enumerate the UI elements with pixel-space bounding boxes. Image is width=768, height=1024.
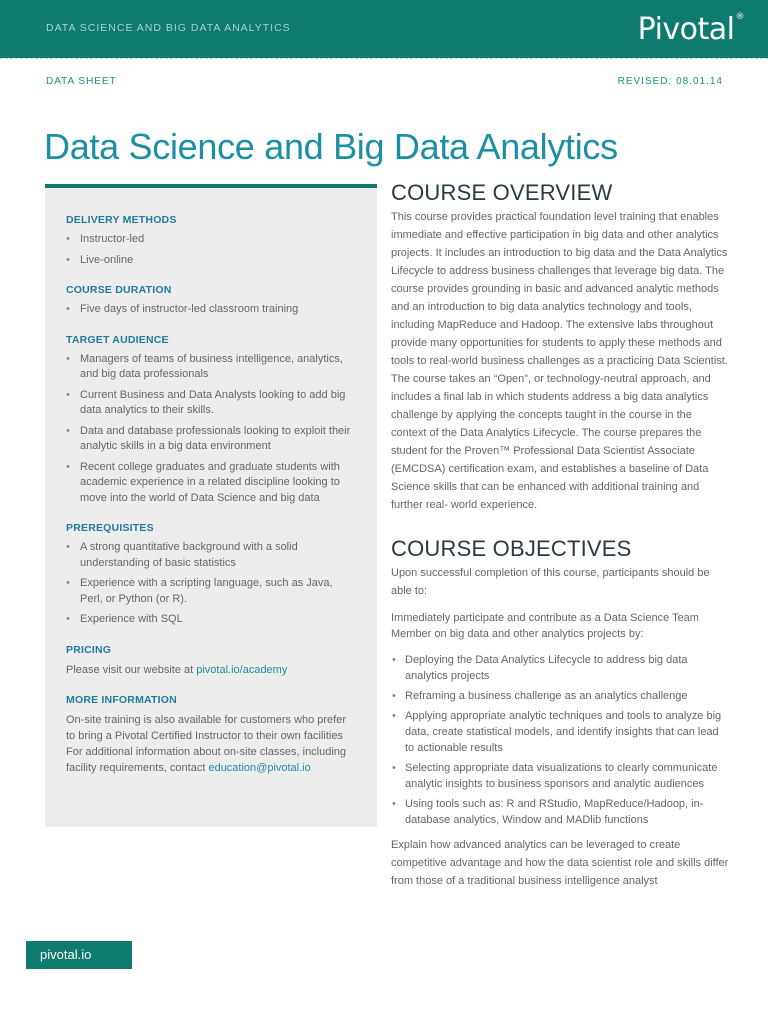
header-bar <box>0 0 768 58</box>
pricing-heading: PRICING <box>66 643 112 656</box>
list-item: • Five days of instructor-led classroom training <box>66 302 357 318</box>
audience-heading: TARGET AUDIENCE <box>66 333 169 346</box>
list-item: • Experience with a scripting language, such as Java, Perl, or Python (or R). <box>66 576 357 607</box>
overview-heading: COURSE OVERVIEW <box>391 180 613 205</box>
audience-list <box>66 352 357 507</box>
more-info-text: On-site training is also available for customers who prefer to bring a Pivotal Certified Instructor to their own facilities For additional information about on-site classes, including facility requirements, contact education@pivotal.io <box>66 713 347 774</box>
list-item: • Instructor-led <box>66 232 357 248</box>
sidebar <box>45 184 377 827</box>
objectives-list <box>391 652 729 828</box>
delivery-list <box>66 232 357 268</box>
list-item: • Reframing a business challenge as an analytics challenge <box>391 688 729 704</box>
list-item: • Recent college graduates and graduate students with academic experience in a related discipline looking to move into the world of Data Science and big data <box>66 460 357 507</box>
list-item: • A strong quantitative background with a solid understanding of basic statistics <box>66 540 357 571</box>
main-content <box>391 180 729 900</box>
duration-heading: COURSE DURATION <box>66 284 172 296</box>
list-item: • Deploying the Data Analytics Lifecycle to address big data analytics projects <box>391 652 729 684</box>
objectives-heading: COURSE OBJECTIVES <box>391 536 632 561</box>
objectives-lead: Immediately participate and contribute as a Data Science Team Member on big data and other analytics projects by: <box>391 612 699 640</box>
objectives-intro: Upon successful completion of this course, participants should be able to: <box>391 567 710 597</box>
doc-category: DATA SCIENCE AND BIG DATA ANALYTICS <box>46 22 291 34</box>
prereq-heading: PREREQUISITES <box>66 522 154 534</box>
list-item: • Live-online <box>66 253 357 269</box>
list-item: • Managers of teams of business intelligence, analytics, and big data professionals <box>66 352 357 383</box>
footer-site-badge[interactable] <box>26 941 132 969</box>
duration-list <box>66 302 357 318</box>
footer-site-link[interactable]: pivotal.io <box>40 947 92 962</box>
list-item: • Experience with SQL <box>66 612 357 628</box>
overview-text: This course provides practical foundation level training that enables immediate and effective participation in big data and other analytics projects. It includes an introduction to big data and the Data Analytics Lifecycle to address business challenges that leverage big data. The course provides grounding in basic and advanced analytic methods and an introduction to big data analytics technology and tools, including MapReduce and Hadoop. The extensive labs throughout provide many opportunities for students to apply these methods and tools to real-world business challenges as a practicing Data Scientist. The course takes an “Open”, or technology-neutral approach, and includes a final lab in which students address a big data analytics challenge by applying the concepts taught in the course in the context of the Data Analytics Lifecycle. The course prepares the student for the Proven™ Professional Data Scientist Associate (EMCDSA) certification exam, and establishes a baseline of Data Science skills that can be enhanced with additional training and further real- world experience. <box>391 211 728 511</box>
page-title: Data Science and Big Data Analytics <box>44 126 618 167</box>
header-divider <box>0 58 768 59</box>
revised-date: REVISED: 08.01.14 <box>617 76 723 87</box>
academy-link[interactable]: pivotal.io/academy <box>196 663 288 676</box>
prereq-list <box>66 540 357 628</box>
list-item: • Current Business and Data Analysts looking to add big data analytics to their skills. <box>66 388 357 419</box>
list-item: • Applying appropriate analytic techniques and tools to analyze big data, create statistical models, and identify insights that can lead to actionable results <box>391 708 729 756</box>
more-info-heading: MORE INFORMATION <box>66 693 177 706</box>
pricing-text: Please visit our website at pivotal.io/academy <box>66 663 288 676</box>
pivotal-logo: Pivotal® <box>637 12 744 47</box>
doc-type: DATA SHEET <box>46 76 117 87</box>
email-link[interactable]: education@pivotal.io <box>208 761 311 774</box>
list-item: • Data and database professionals looking to exploit their analytic skills in a big data environment <box>66 424 357 455</box>
list-item: • Selecting appropriate data visualizations to clearly communicate analytic insights to business sponsors and analytic audiences <box>391 760 729 792</box>
objectives-closing: Explain how advanced analytics can be leveraged to create competitive advantage and how the data scientist role and skills differ from those of a traditional business intelligence analyst <box>391 839 729 887</box>
list-item: • Using tools such as: R and RStudio, MapReduce/Hadoop, in-database analytics, Window and MADlib functions <box>391 796 729 828</box>
delivery-heading: DELIVERY METHODS <box>66 214 177 226</box>
